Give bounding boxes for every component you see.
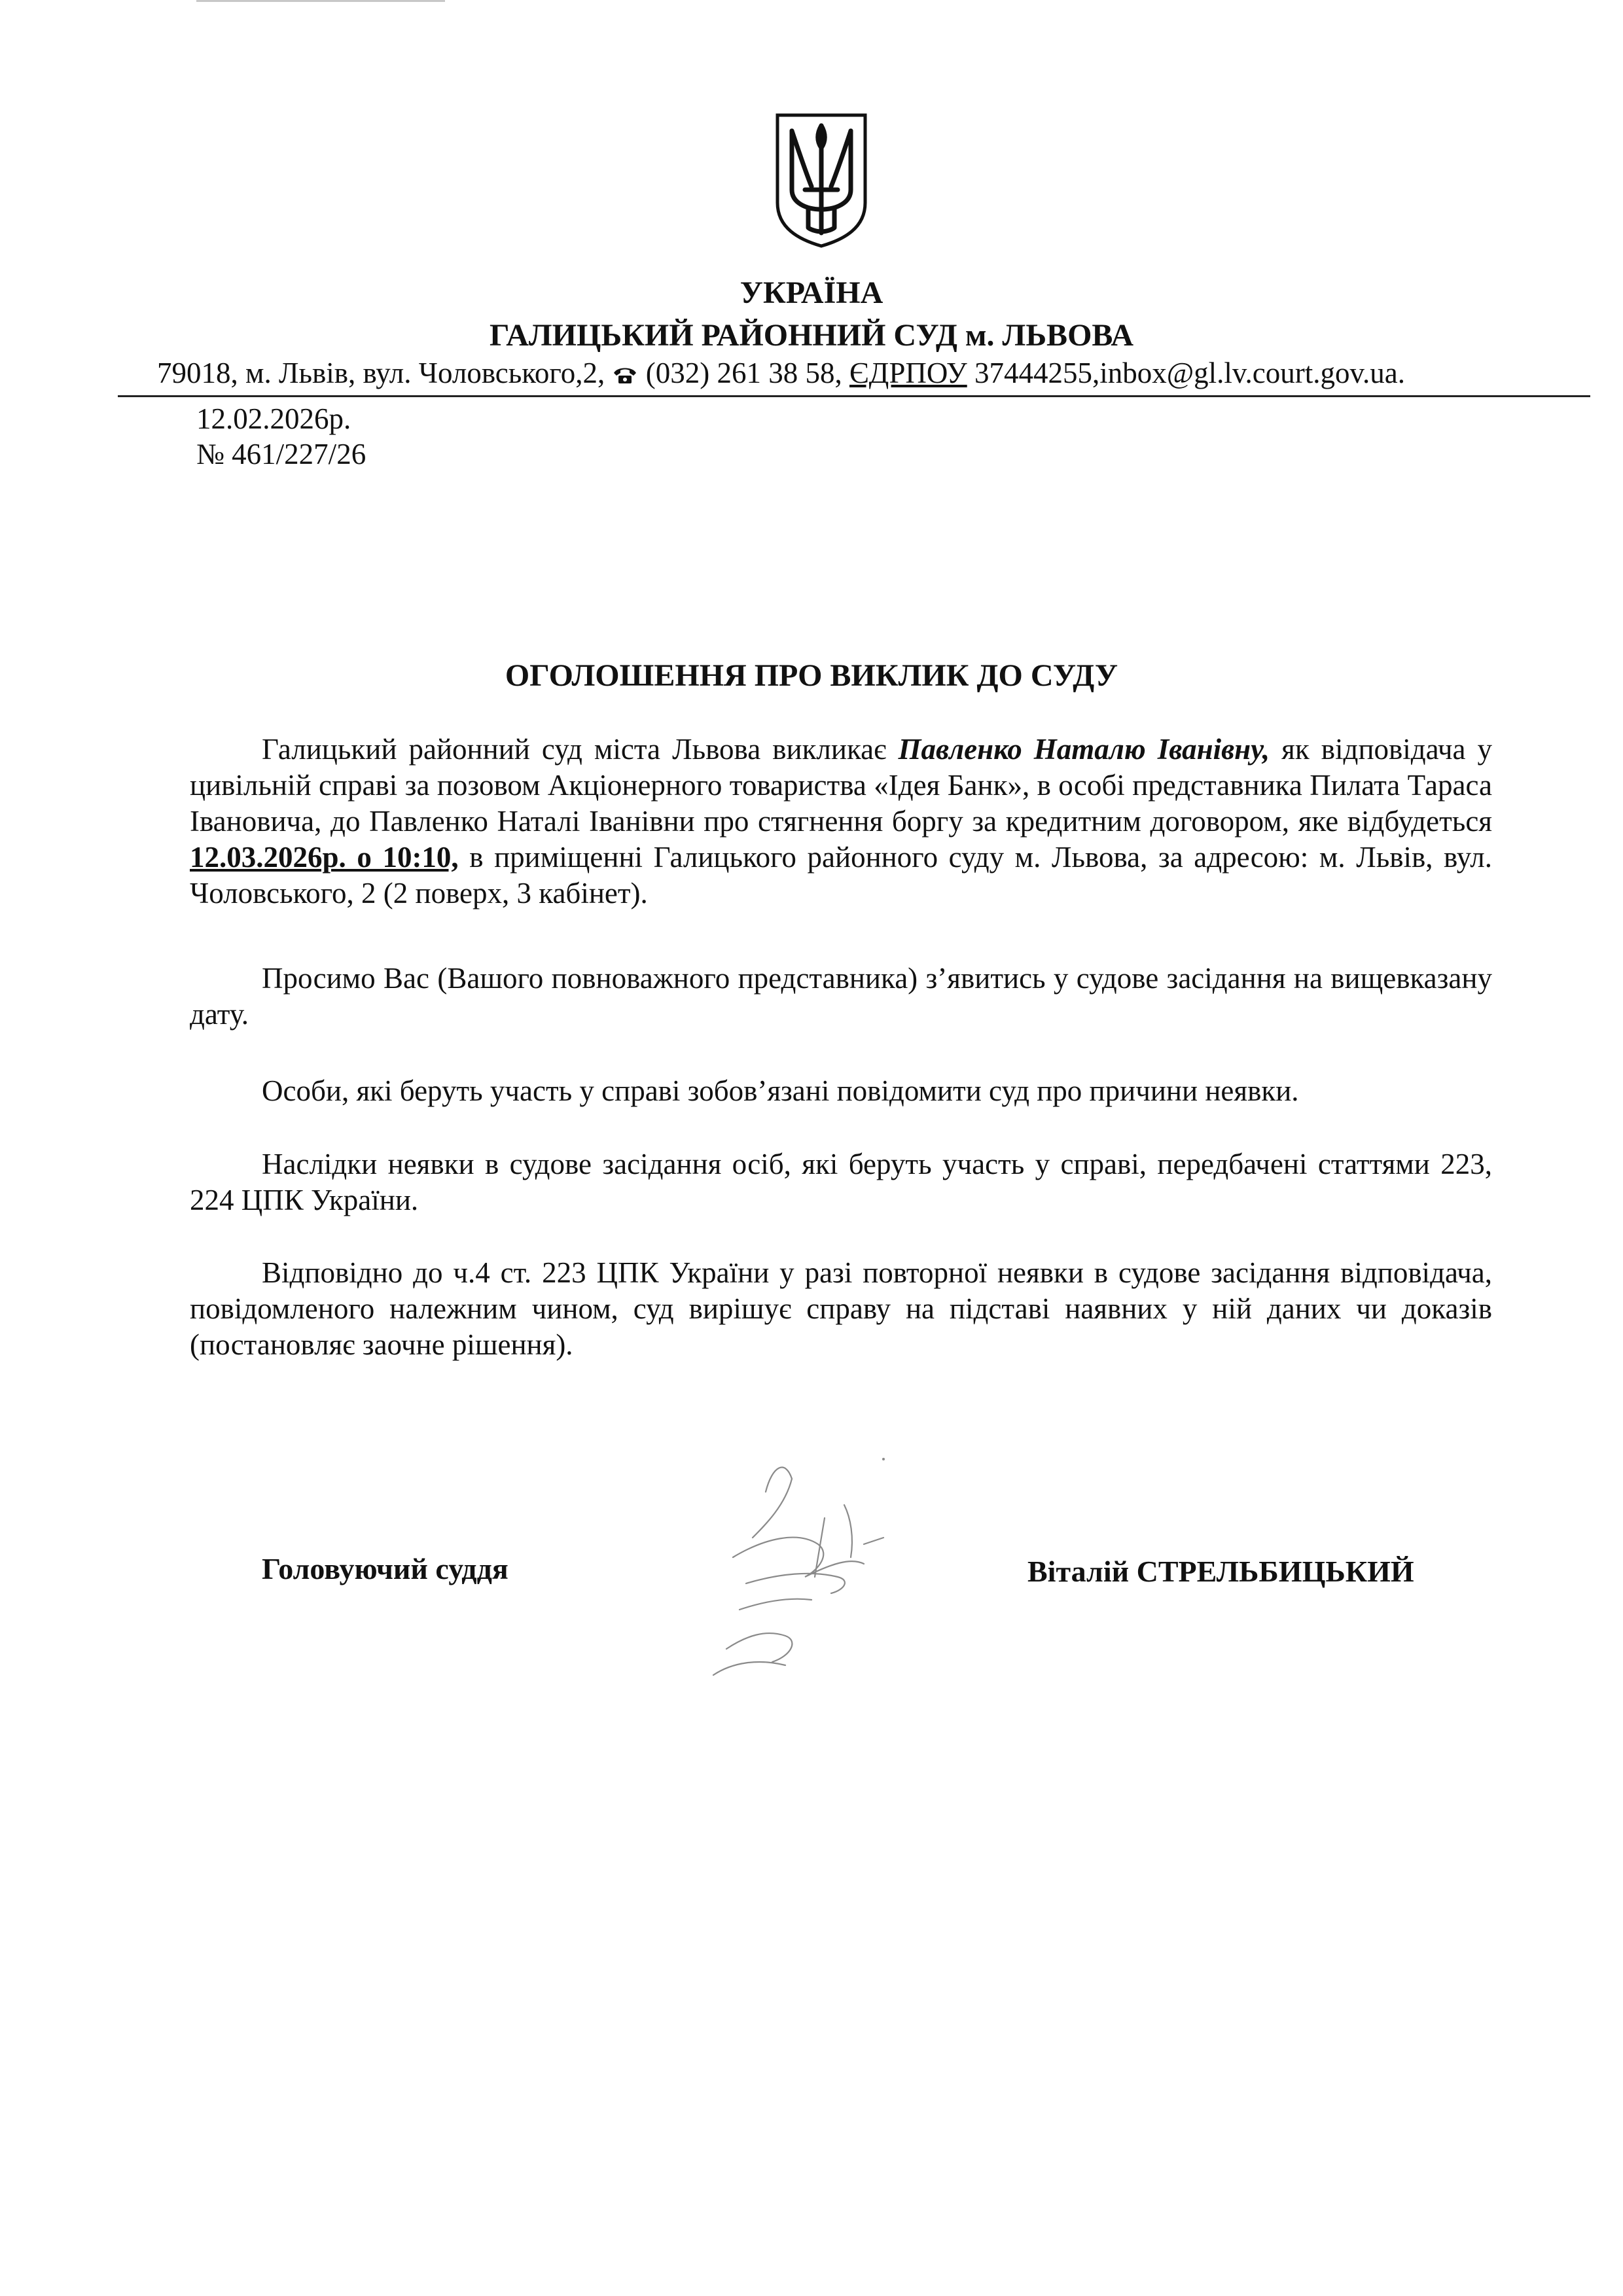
paragraph-consequences (190, 1146, 1492, 1218)
paragraph-default-judgment (190, 1255, 1492, 1363)
document-date: 12.02.2026р. (196, 402, 351, 435)
judge-name: Віталій СТРЕЛЬБИЦЬКИЙ (1027, 1555, 1414, 1588)
scan-artifact-line (196, 0, 445, 2)
court-phone: (032) 261 38 58, (645, 357, 842, 389)
header-divider (118, 395, 1590, 397)
paragraph-request (190, 961, 1492, 1033)
trident-emblem-icon (772, 111, 870, 249)
paragraph-text: Наслідки неявки в судове засідання осіб, які беруть участь у справі, передбачені статтями 223, 224 ЦПК України. (190, 1148, 1492, 1216)
phone-icon (612, 365, 638, 385)
hearing-datetime: 12.03.2026р. о 10:10, (190, 841, 459, 874)
country-title: УКРАЇНА (740, 275, 883, 310)
court-name: ГАЛИЦЬКИЙ РАЙОННИЙ СУД м. ЛЬВОВА (489, 318, 1134, 353)
paragraph-text: в приміщенні Галицького районного суду м. Львова, за адресою: м. Львів, вул. Чоловського, 2 (2 поверх, 3 кабінет). (190, 841, 1492, 910)
paragraph-text: Галицький районний суд міста Львова викликає (262, 733, 899, 766)
handwritten-signature (687, 1439, 910, 1714)
document-number: № 461/227/26 (196, 438, 366, 470)
court-address: 79018, м. Львів, вул. Чоловського,2, (157, 357, 605, 389)
defendant-name: Павленко Наталю Іванівну, (898, 733, 1270, 766)
document-title: ОГОЛОШЕННЯ ПРО ВИКЛИК ДО СУДУ (505, 658, 1118, 693)
paragraph-summons (190, 732, 1492, 911)
paragraph-text: Особи, які беруть участь у справі зобов’язані повідомити суд про причини неявки. (262, 1074, 1299, 1107)
paragraph-text: Відповідно до ч.4 ст. 223 ЦПК України у разі повторної неявки в судове засідання відповідача, повідомленого належним чином, суд вирішує справу на підставі наявних у ній даних чи доказів (постановляє заочне рішення). (190, 1256, 1492, 1361)
edrpou-label: ЄДРПОУ (849, 357, 967, 389)
paragraph-text: як відповідача у цивільній справі за позовом Акціонерного товариства «Ідея Банк», в особі представника Пилата Тараса Івановича, до Павленко Наталі Іванівни про стягнення боргу за кредитним договором, яке відбудеться (190, 733, 1492, 838)
paragraph-obligation (190, 1073, 1492, 1109)
judge-role: Головуючий суддя (262, 1552, 508, 1585)
edrpou-email: 37444255,inbox@gl.lv.court.gov.ua. (974, 357, 1406, 389)
court-contact-line (157, 355, 1558, 391)
paragraph-text: Просимо Вас (Вашого повноважного представника) з’явитись у судове засідання на вищевказану дату. (190, 962, 1492, 1031)
